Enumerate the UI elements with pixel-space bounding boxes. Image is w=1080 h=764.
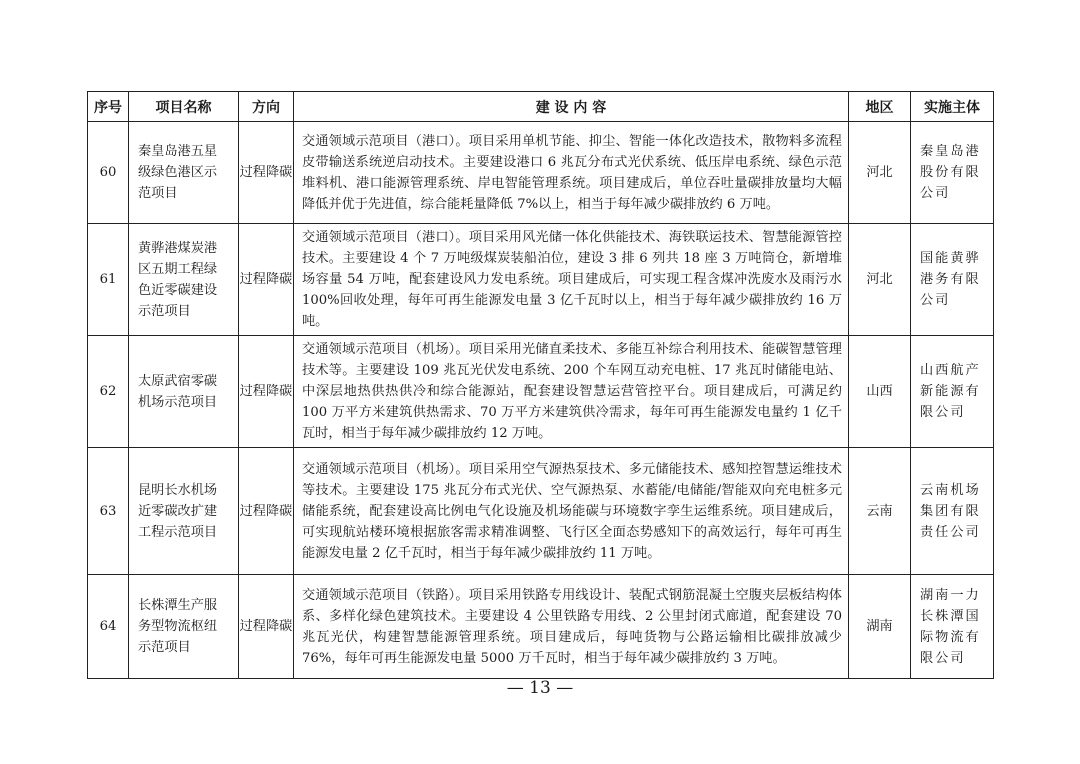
table-row (88, 336, 994, 448)
header-no: 序号 (88, 92, 129, 122)
row-owner: 山西航产新能源有限公司 (911, 336, 994, 448)
header-direction: 方向 (239, 92, 294, 122)
table-row (88, 575, 994, 679)
row-no: 60 (88, 122, 129, 224)
row-name: 昆明长水机场近零碳改扩建工程示范项目 (129, 448, 239, 575)
header-name: 项目名称 (129, 92, 239, 122)
table-row (88, 448, 994, 575)
row-direction: 过程降碳 (239, 336, 294, 448)
row-content: 交通领域示范项目（机场）。项目采用光储直柔技术、多能互补综合利用技术、能碳智慧管理技术等。主要建设 109 兆瓦光伏发电系统、200 个车网互动充电桩、17 兆瓦时储能电站、中深层地热供热供冷和综合能源站，配套建设智慧运营管控平台。项目建成后，可满足约 100 万平方米建筑供热需求、70 万平方米建筑供冷需求，每年可再生能源发电量约 1 亿千瓦时，相当于每年减少碳排放约 12 万吨。 (294, 336, 849, 448)
row-direction: 过程降碳 (239, 224, 294, 336)
row-name: 秦皇岛港五星级绿色港区示范项目 (129, 122, 239, 224)
header-region: 地区 (849, 92, 911, 122)
row-region: 河北 (849, 224, 911, 336)
row-owner: 国能黄骅港务有限公司 (911, 224, 994, 336)
row-region: 湖南 (849, 575, 911, 679)
row-region: 山西 (849, 336, 911, 448)
row-direction: 过程降碳 (239, 122, 294, 224)
row-name: 长株潭生产服务型物流枢纽示范项目 (129, 575, 239, 679)
row-content: 交通领域示范项目（港口）。项目采用单机节能、抑尘、智能一体化改造技术，散物料多流程皮带输送系统逆启动技术。主要建设港口 6 兆瓦分布式光伏系统、低压岸电系统、绿色示范堆料机、港口能源管理系统、岸电智能管理系统。项目建成后，单位吞吐量碳排放量均大幅降低并优于先进值，综合能耗量降低 7%以上，相当于每年减少碳排放约 6 万吨。 (294, 122, 849, 224)
row-content: 交通领域示范项目（机场）。项目采用空气源热泵技术、多元储能技术、感知控智慧运维技术等技术。主要建设 175 兆瓦分布式光伏、空气源热泵、水蓄能/电储能/智能双向充电桩多元储能系统，配套建设高比例电气化设施及机场能碳与环境数字孪生运维系统。项目建成后，可实现航站楼环境根据旅客需求精准调整、飞行区全面态势感知下的高效运行，每年可再生能源发电量 2 亿千瓦时，相当于每年减少碳排放约 11 万吨。 (294, 448, 849, 575)
row-region: 云南 (849, 448, 911, 575)
row-owner: 湖南一力长株潭国际物流有限公司 (911, 575, 994, 679)
project-table (87, 91, 994, 679)
table-row (88, 224, 994, 336)
row-owner: 秦皇岛港股份有限公司 (911, 122, 994, 224)
table-row (88, 122, 994, 224)
row-name: 黄骅港煤炭港区五期工程绿色近零碳建设示范项目 (129, 224, 239, 336)
row-owner: 云南机场集团有限责任公司 (911, 448, 994, 575)
row-region: 河北 (849, 122, 911, 224)
row-no: 62 (88, 336, 129, 448)
page-number: — 13 — (506, 678, 574, 698)
row-name: 太原武宿零碳机场示范项目 (129, 336, 239, 448)
header-owner: 实施主体 (911, 92, 994, 122)
table-header-row (88, 92, 994, 122)
row-no: 61 (88, 224, 129, 336)
row-content: 交通领域示范项目（铁路）。项目采用铁路专用线设计、装配式钢筋混凝土空腹夹层板结构体系、多样化绿色建筑技术。主要建设 4 公里铁路专用线、2 公里封闭式廊道，配套建设 70 兆瓦光伏，构建智慧能源管理系统。项目建成后，每吨货物与公路运输相比碳排放减少 76%，每年可再生能源发电量 5000 万千瓦时，相当于每年减少碳排放约 3 万吨。 (294, 575, 849, 679)
row-no: 64 (88, 575, 129, 679)
row-content: 交通领域示范项目（港口）。项目采用风光储一体化供能技术、海铁联运技术、智慧能源管控技术。主要建设 4 个 7 万吨级煤炭装船泊位，建设 3 排 6 列共 18 座 3 万吨筒仓，新增堆场容量 54 万吨，配套建设风力发电系统。项目建成后，可实现工程含煤冲洗废水及雨污水 100%回收处理，每年可再生能源发电量 3 亿千瓦时以上，相当于每年减少碳排放约 16 万吨。 (294, 224, 849, 336)
row-no: 63 (88, 448, 129, 575)
header-content: 建 设 内 容 (294, 92, 849, 122)
row-direction: 过程降碳 (239, 575, 294, 679)
row-direction: 过程降碳 (239, 448, 294, 575)
